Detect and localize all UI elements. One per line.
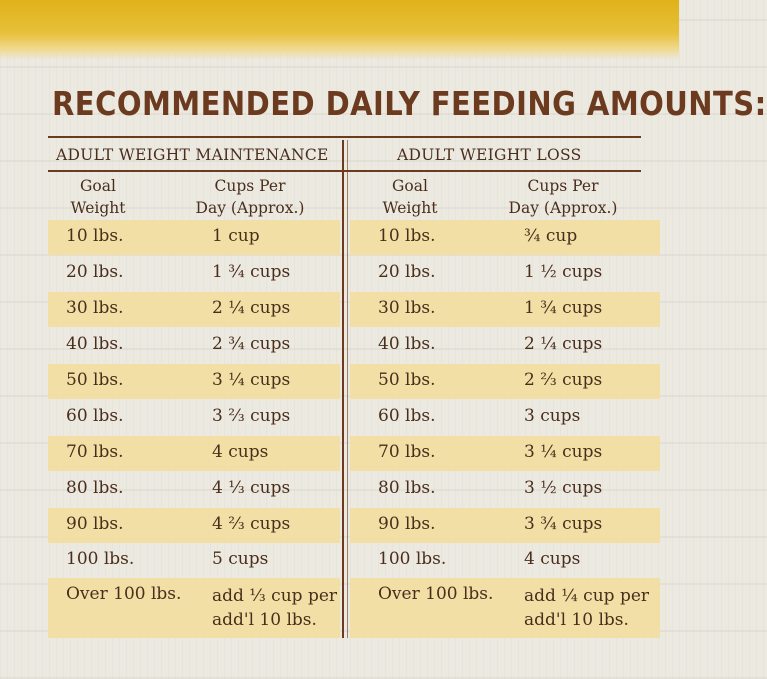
header-rule <box>48 170 641 172</box>
weight-cell-maint: 40 lbs. <box>66 334 124 354</box>
col-head-line: Day (Approx.) <box>508 199 618 217</box>
weight-cell-maint: 10 lbs. <box>66 226 124 246</box>
cups-line: add ¼ cup per <box>524 586 650 606</box>
weight-cell-loss: 70 lbs. <box>378 442 436 462</box>
weight-cell-loss: 90 lbs. <box>378 514 436 534</box>
col-head-line: Cups Per <box>214 177 286 195</box>
weight-cell-loss: 100 lbs. <box>378 549 447 569</box>
cups-cell-maint: 4 ⅓ cups <box>212 478 291 498</box>
weight-cell-maint: 80 lbs. <box>66 478 124 498</box>
cups-cell-loss: 3 ¼ cups <box>524 442 603 462</box>
col-head-cups-loss <box>503 175 623 219</box>
table-row <box>0 442 679 478</box>
cups-cell-maint <box>212 584 337 632</box>
weight-cell-loss: 20 lbs. <box>378 262 436 282</box>
col-head-line: Weight <box>382 199 438 217</box>
cups-line: add'l 10 lbs. <box>524 610 629 630</box>
table-row <box>0 478 679 514</box>
col-head-goal-weight-maint <box>62 175 134 219</box>
cups-cell-maint: 5 cups <box>212 549 269 569</box>
table-row <box>0 406 679 442</box>
weight-cell-maint: 50 lbs. <box>66 370 124 390</box>
table-row <box>0 262 679 298</box>
cups-cell-loss: 3 cups <box>524 406 581 426</box>
weight-cell-loss: Over 100 lbs. <box>378 584 494 604</box>
cups-cell-maint: 3 ¼ cups <box>212 370 291 390</box>
col-head-line: Cups Per <box>527 177 599 195</box>
table-row <box>0 298 679 334</box>
cups-cell-loss: ¾ cup <box>524 226 578 246</box>
top-yellow-band <box>0 0 679 60</box>
cups-cell-maint: 4 cups <box>212 442 269 462</box>
table-row-over-100 <box>0 584 679 640</box>
col-head-goal-weight-loss <box>374 175 446 219</box>
page-title: RECOMMENDED DAILY FEEDING AMOUNTS: <box>52 84 767 123</box>
table-row <box>0 226 679 262</box>
cups-cell-loss: 4 cups <box>524 549 581 569</box>
col-head-line: Weight <box>70 199 126 217</box>
cups-line: add'l 10 lbs. <box>212 610 317 630</box>
cups-cell-loss: 2 ⅔ cups <box>524 370 603 390</box>
cups-cell-maint: 1 ¾ cups <box>212 262 291 282</box>
table-row <box>0 370 679 406</box>
weight-cell-loss: 10 lbs. <box>378 226 436 246</box>
cups-cell-loss: 3 ½ cups <box>524 478 603 498</box>
cups-cell-maint: 3 ⅔ cups <box>212 406 291 426</box>
weight-cell-maint: 100 lbs. <box>66 549 135 569</box>
col-head-line: Goal <box>80 177 116 195</box>
weight-cell-loss: 60 lbs. <box>378 406 436 426</box>
cups-cell-loss: 2 ¼ cups <box>524 334 603 354</box>
weight-cell-loss: 30 lbs. <box>378 298 436 318</box>
table-row <box>0 514 679 550</box>
cups-cell-maint: 4 ⅔ cups <box>212 514 291 534</box>
weight-cell-maint: 90 lbs. <box>66 514 124 534</box>
cups-cell-loss <box>524 584 649 632</box>
cups-cell-loss: 3 ¾ cups <box>524 514 603 534</box>
cups-cell-loss: 1 ½ cups <box>524 262 603 282</box>
cups-cell-loss: 1 ¾ cups <box>524 298 603 318</box>
weight-cell-loss: 40 lbs. <box>378 334 436 354</box>
section-heading-maintenance: ADULT WEIGHT MAINTENANCE <box>56 146 329 164</box>
table-row <box>0 334 679 370</box>
cups-cell-maint: 2 ¼ cups <box>212 298 291 318</box>
col-head-line: Day (Approx.) <box>195 199 305 217</box>
col-head-line: Goal <box>392 177 428 195</box>
cups-cell-maint: 1 cup <box>212 226 260 246</box>
weight-cell-maint: 30 lbs. <box>66 298 124 318</box>
weight-cell-maint: 20 lbs. <box>66 262 124 282</box>
table-row <box>0 549 679 585</box>
cups-line: add ⅓ cup per <box>212 586 338 606</box>
weight-cell-loss: 50 lbs. <box>378 370 436 390</box>
cups-cell-maint: 2 ¾ cups <box>212 334 291 354</box>
weight-cell-loss: 80 lbs. <box>378 478 436 498</box>
col-head-cups-maint <box>190 175 310 219</box>
title-rule <box>48 136 641 138</box>
section-heading-loss: ADULT WEIGHT LOSS <box>397 146 582 164</box>
weight-cell-maint: 70 lbs. <box>66 442 124 462</box>
weight-cell-maint: Over 100 lbs. <box>66 584 182 604</box>
weight-cell-maint: 60 lbs. <box>66 406 124 426</box>
